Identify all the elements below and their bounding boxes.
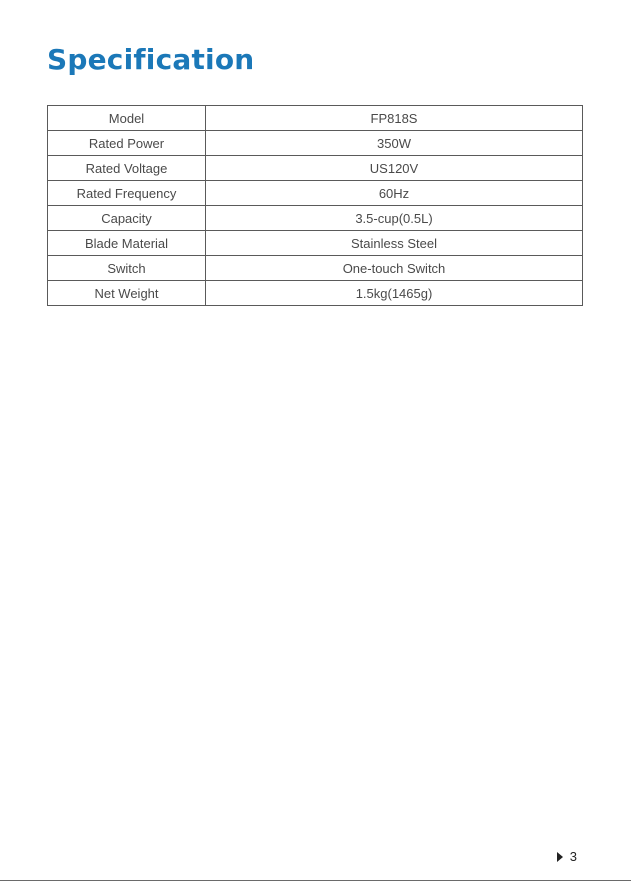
spec-label: Capacity [48,206,206,231]
table-row [48,181,583,206]
spec-value: 350W [206,131,583,156]
spec-value: US120V [206,156,583,181]
spec-label: Net Weight [48,281,206,306]
table-row [48,256,583,281]
spec-value: One-touch Switch [206,256,583,281]
table-row [48,206,583,231]
spec-label: Rated Voltage [48,156,206,181]
spec-label: Switch [48,256,206,281]
table-row [48,281,583,306]
table-row [48,131,583,156]
page-number: 3 [569,849,577,864]
spec-label: Rated Power [48,131,206,156]
spec-label: Model [48,106,206,131]
triangle-right-icon [557,852,563,862]
spec-value: Stainless Steel [206,231,583,256]
specification-table [47,105,583,306]
spec-value: 3.5-cup(0.5L) [206,206,583,231]
table-row [48,106,583,131]
table-row [48,156,583,181]
spec-label: Rated Frequency [48,181,206,206]
table-row [48,231,583,256]
spec-value: 60Hz [206,181,583,206]
spec-value: 1.5kg(1465g) [206,281,583,306]
spec-value: FP818S [206,106,583,131]
page-title: Specification [47,43,255,76]
bottom-divider [0,880,631,881]
page-footer [557,849,577,864]
spec-label: Blade Material [48,231,206,256]
